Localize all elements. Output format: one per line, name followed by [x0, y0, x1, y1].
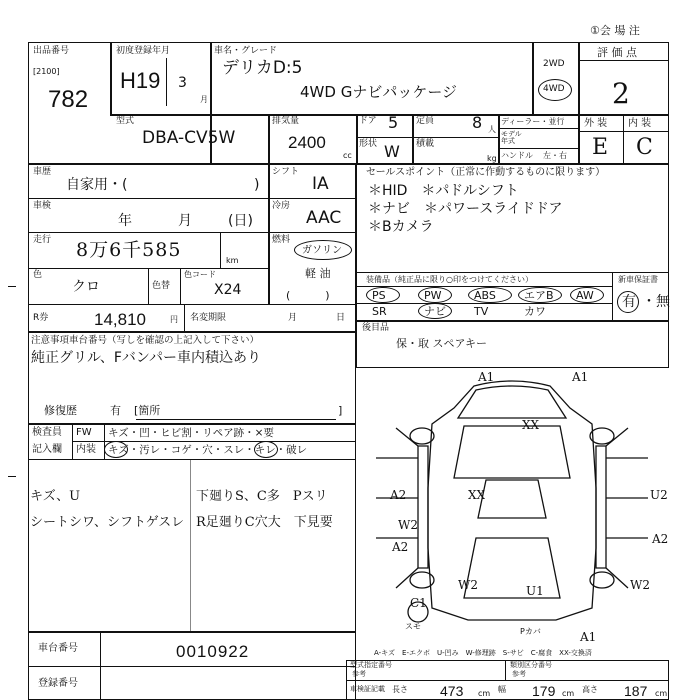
class-ref: 参考 — [512, 670, 526, 678]
warranty-yes-circle — [617, 291, 639, 313]
mileage-value: 8万6千585 — [76, 239, 182, 261]
warranty-no: ・無 — [642, 294, 670, 310]
ac-label: 冷房 — [272, 201, 291, 211]
handle-options: 左・右 — [543, 151, 567, 160]
name-change-label: 名変期限 — [190, 313, 227, 323]
displacement-label: 排気量 — [272, 116, 300, 126]
damage-mark-6: W2 — [398, 518, 418, 532]
model-value: DBA-CV5W — [142, 128, 236, 148]
plate-label: 登録番号 — [38, 678, 78, 689]
equipment-row1-item-circle-0 — [366, 287, 400, 303]
drive-2wd: 2WD — [543, 59, 565, 69]
registration-label: 初度登録年月 — [116, 46, 171, 56]
car-name: デリカD:5 — [222, 58, 303, 78]
equipment-row1-item-1: PW — [424, 289, 442, 302]
sales-point-2: ＊ナビ ＊パワースライドドア — [368, 201, 563, 217]
inspector-fw: FW — [76, 427, 92, 438]
capacity-value: 8 — [472, 113, 483, 132]
size-label: 車検証記載 — [350, 685, 385, 693]
equipment-row1-item-circle-1 — [418, 287, 452, 303]
load-label: 積載 — [416, 139, 435, 149]
smoke-label: スモ — [405, 622, 421, 631]
color-swap-label: 色替 — [152, 281, 171, 291]
car-label: 車名・グレード — [214, 46, 278, 56]
handwritten-section — [28, 460, 356, 632]
damage-mark-1: A1 — [572, 370, 589, 384]
capacity-label: 定員 — [416, 116, 435, 126]
repair-value: 有 — [110, 404, 121, 417]
doors-label: ドア — [359, 116, 377, 126]
body-type-value: W — [384, 142, 400, 161]
drive-4wd-circle — [538, 79, 572, 101]
equipment-row2-item-0: SR — [372, 305, 387, 318]
color-value: クロ — [72, 279, 100, 295]
equipment-row2-item-circle-1 — [418, 303, 452, 319]
recycle-unit: 円 — [170, 315, 178, 324]
hand-note-left-2: シートシワ、シフトゲスレ — [30, 515, 185, 530]
shift-value: IA — [312, 174, 329, 194]
equipment-label: 装備品（純正品に限り○印をつけてください） — [366, 275, 533, 284]
notes-value: 純正グリル、Fバンパー車内積込あり — [31, 350, 261, 366]
fuel-gasoline: ガソリン — [302, 245, 342, 256]
repair-close: ] — [338, 404, 343, 417]
score-exterior: E — [592, 135, 609, 160]
inspector-circle-sure — [254, 441, 278, 458]
handle-label: ハンドル — [501, 151, 533, 160]
height-value: 187 — [624, 683, 648, 699]
inspection-year: 年 — [118, 213, 132, 229]
ac-value: AAC — [306, 208, 342, 228]
usage-label: 車歴 — [33, 167, 52, 177]
frame-label: 車台番号 — [38, 643, 78, 654]
warranty-label: 新車保証書 — [618, 275, 658, 284]
displacement-value: 2400 — [288, 133, 326, 152]
inspector-label-2: 記入欄 — [32, 444, 62, 455]
equipment-row1-item-0: PS — [372, 289, 386, 302]
cert-ref: 参考 — [352, 670, 366, 678]
frame-value: 0010922 — [176, 642, 250, 661]
shift-label: シフト — [272, 167, 300, 177]
equipment-row2-item-2: TV — [474, 305, 489, 318]
width-value: 179 — [532, 683, 556, 699]
accessories-value: 保・取 スペアキー — [396, 337, 488, 350]
height-label: 高さ — [582, 685, 598, 694]
fuel-diesel: 軽 油 — [305, 267, 331, 280]
inspector-row-2: キズ・汚レ・コゲ・穴・スレ・キレ・破レ — [108, 444, 308, 456]
lot-number: 782 — [48, 86, 89, 113]
length-label: 長さ — [392, 685, 408, 694]
sales-points-label: セールスポイント（正常に作動するものに限ります） — [366, 167, 606, 178]
doors-value: 5 — [388, 113, 399, 132]
header-note: ①会 場 注 — [590, 24, 640, 37]
equipment-row1-item-circle-3 — [518, 287, 562, 303]
sales-point-3: ＊Bカメラ — [368, 219, 434, 235]
damage-mark-0: A1 — [478, 370, 495, 384]
inspector-label-1: 検査員 — [32, 427, 62, 438]
displacement-unit: cc — [343, 151, 352, 160]
score-label: 評 価 点 — [597, 46, 637, 59]
score-exterior-label: 外 装 — [584, 118, 608, 129]
width-unit: cm — [562, 689, 575, 698]
equipment-row1-item-3: エアB — [524, 289, 554, 302]
warranty-yes: 有 — [622, 294, 636, 310]
lot-code: [2100] — [33, 67, 60, 76]
damage-mark-11: W2 — [630, 578, 650, 592]
diagram-legend: A-キズ E-エクボ U-凹み W-修理跡 S-サビ C-腐食 XX-交換済 — [374, 649, 592, 657]
damage-mark-8: A2 — [652, 532, 669, 546]
color-code-label: 色コード — [184, 270, 216, 279]
damage-mark-3: XX — [468, 488, 486, 502]
repair-detail: [箇所 — [134, 404, 161, 417]
inspector-row-1: キズ・凹・ヒビ割・リペア跡・×要 — [108, 427, 274, 439]
lot-label: 出品番号 — [33, 46, 70, 56]
equipment-row1-item-circle-2 — [468, 287, 512, 303]
score-interior-label: 内 装 — [628, 118, 652, 129]
length-value: 473 — [440, 683, 464, 699]
width-label: 幅 — [498, 685, 506, 694]
damage-mark-9: W2 — [458, 578, 478, 592]
usage-close: ) — [254, 177, 260, 193]
model-year-label: モデル年式 — [501, 130, 522, 146]
inspection-month: 月 — [178, 213, 192, 229]
hand-note-right-1: 下廻りS、C多 Pスリ — [196, 489, 328, 504]
name-change-month: 月 — [288, 313, 298, 323]
registration-month: 3 — [178, 75, 187, 91]
inspection-day: (日) — [228, 213, 253, 229]
hand-note-right-2: R足廻りC穴大 下見要 — [196, 515, 333, 530]
usage-value: 自家用・( — [66, 177, 128, 193]
length-unit: cm — [478, 689, 491, 698]
score-interior: C — [636, 135, 653, 160]
equipment-row2-item-1: ナビ — [424, 305, 446, 318]
damage-mark-10: U1 — [526, 584, 544, 598]
car-grade: 4WD Gナビパッケージ — [300, 83, 458, 101]
recycle-value: 14,810 — [94, 310, 146, 329]
color-label: 色 — [33, 270, 43, 280]
name-change-day: 日 — [336, 313, 346, 323]
registration-month-unit: 月 — [200, 95, 208, 104]
accessories-label: 後目品 — [362, 323, 390, 333]
model-label: 型式 — [116, 116, 135, 126]
fuel-gasoline-circle — [294, 240, 352, 260]
color-code: X24 — [214, 282, 242, 298]
top-section — [28, 42, 669, 164]
sales-point-1: ＊HID ＊パドルシフト — [368, 183, 519, 199]
damage-mark-4: A2 — [390, 488, 407, 502]
score-value: 2 — [612, 77, 630, 110]
height-unit: cm — [655, 689, 668, 698]
damage-mark-2: XX — [522, 418, 540, 432]
hand-note-left-1: キズ、U — [30, 489, 81, 504]
fuel-paren: ( ) — [286, 289, 330, 302]
mileage-unit: km — [226, 256, 239, 265]
body-type-label: 形状 — [359, 139, 378, 149]
cert-label: 型式指定番号 — [350, 661, 392, 669]
class-label: 類別区分番号 — [510, 661, 552, 669]
load-unit: kg — [487, 154, 497, 163]
registration-era: H19 — [120, 68, 161, 93]
damage-mark-5: U2 — [650, 488, 668, 502]
damage-mark-7: A2 — [392, 540, 409, 554]
dealer-label: ディーラー・並行 — [501, 117, 565, 126]
recycle-label: R券 — [33, 313, 49, 323]
equipment-row1-item-circle-4 — [570, 287, 604, 303]
damage-mark-13: A1 — [580, 630, 597, 644]
notes-label: 注意事項車台番号（写しを確認の上記入して下さい） — [31, 335, 260, 346]
inspector-circle-kizu — [104, 441, 128, 458]
equipment-row1-item-4: AW — [576, 289, 594, 302]
damage-mark-12: C1 — [410, 596, 427, 610]
inspection-label: 車検 — [33, 201, 52, 211]
drive-4wd: 4WD — [543, 84, 565, 94]
tow-label: Pカバ — [520, 627, 541, 636]
repair-label: 修復歴 — [44, 404, 77, 417]
equipment-row2-item-3: カワ — [524, 305, 546, 318]
inspector-interior: 内装 — [76, 444, 96, 455]
mileage-label: 走行 — [33, 235, 52, 245]
capacity-unit: 人 — [488, 125, 496, 134]
fuel-label: 燃料 — [272, 235, 291, 245]
equipment-row1-item-2: ABS — [474, 289, 496, 302]
